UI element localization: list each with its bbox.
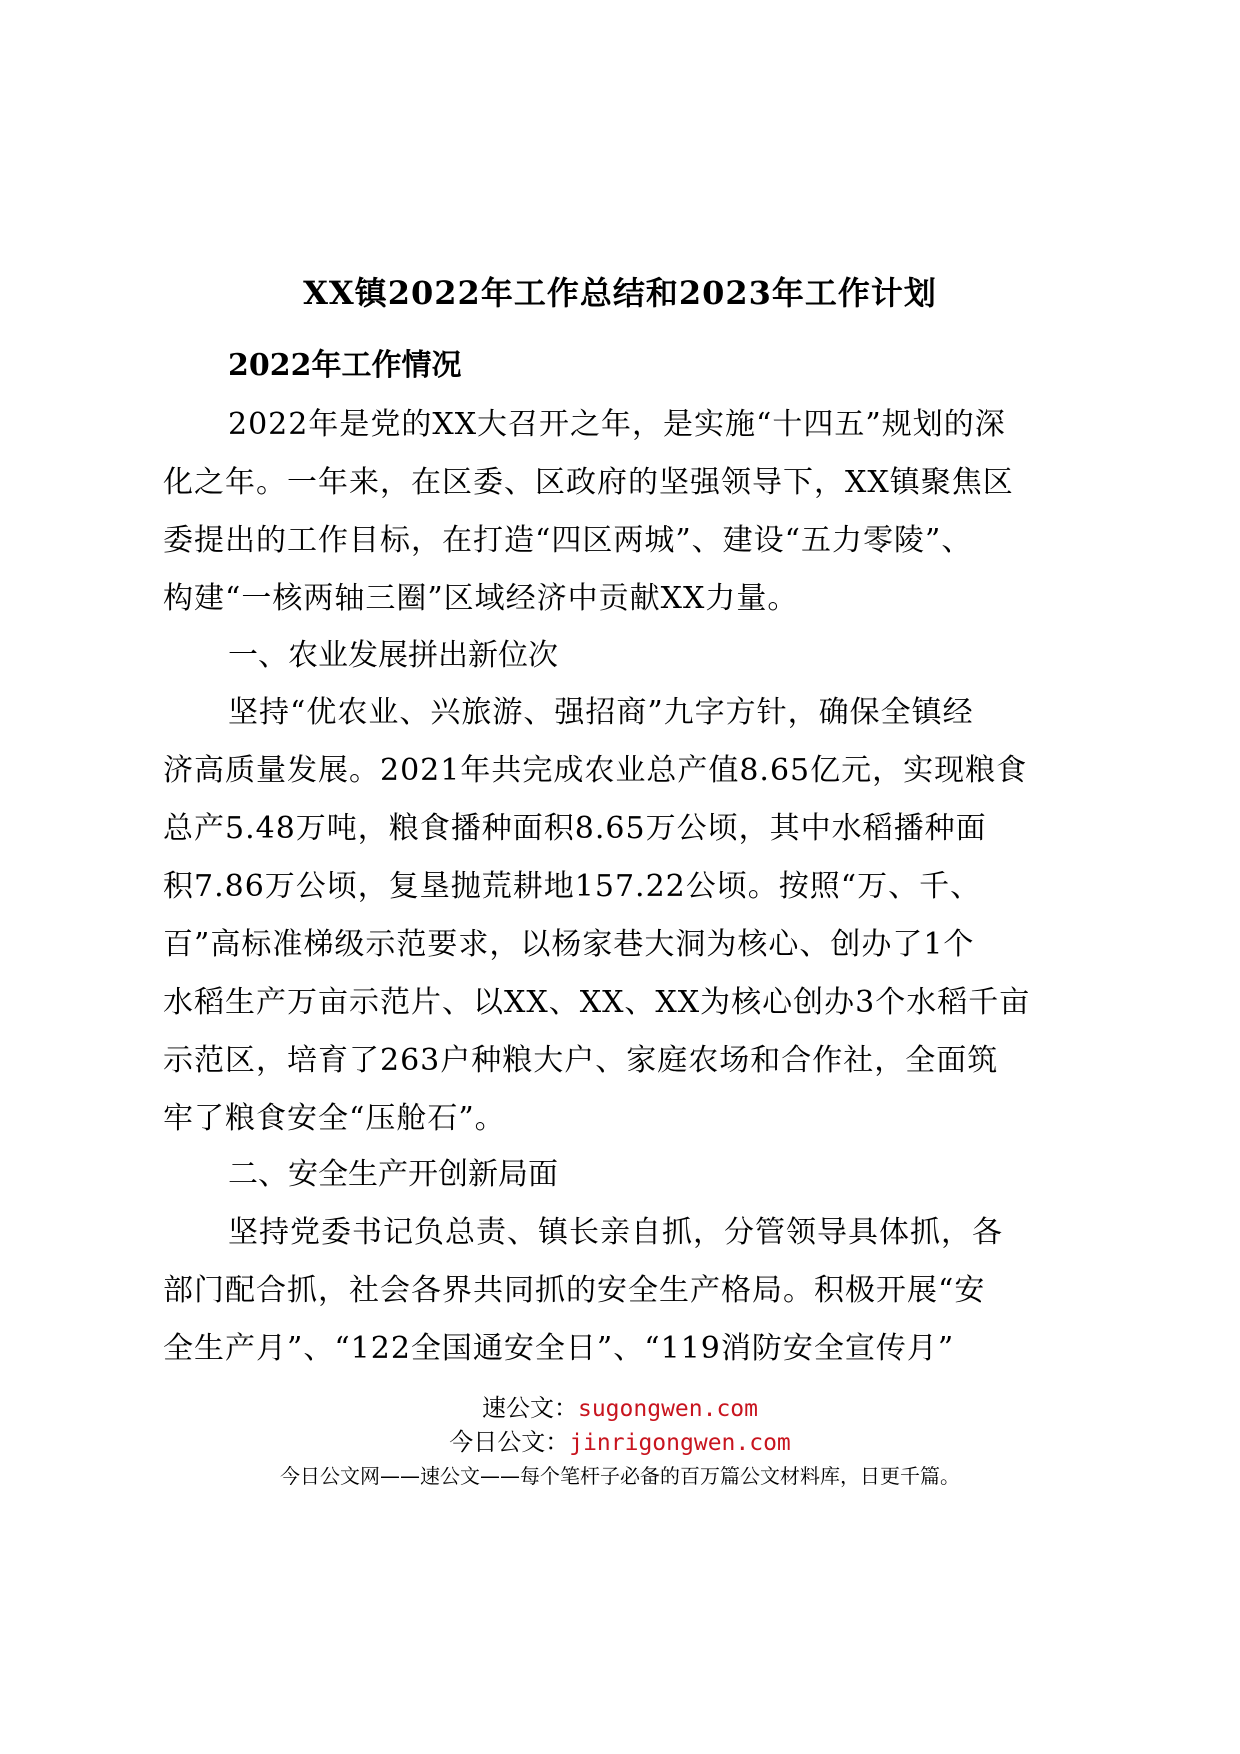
paragraph-line: 总产5.48万吨，粮食播种面积8.65万公顷，其中水稻播种面 [163,811,987,846]
paragraph-line: 示范区，培育了263户种粮大户、家庭农场和合作社，全面筑 [163,1043,999,1078]
footer-line-1 [0,1388,1240,1423]
heading-agriculture: 一、农业发展拼出新位次 [228,638,558,673]
paragraph-line: 部门配合抓，社会各界共同抓的安全生产格局。积极开展“安 [163,1273,986,1308]
paragraph-line: 牢了粮食安全“压舱石”。 [163,1101,506,1136]
heading-safety: 二、安全生产开创新局面 [228,1157,558,1192]
section-heading: 2022年工作情况 [228,348,462,383]
footer-tagline: 今日公文网——速公文——每个笔杆子必备的百万篇公文材料库，日更千篇。 [280,1464,960,1488]
paragraph-line: 坚持“优农业、兴旅游、强招商”九字方针，确保全镇经 [228,695,974,730]
footer-line-2 [0,1422,1240,1457]
paragraph-line: 全生产月”、“122全国通安全日”、“119消防安全宣传月” [163,1331,955,1366]
paragraph-line: 积7.86万公顷，复垦抛荒耕地157.22公顷。按照“万、千、 [163,869,982,904]
paragraph-line: 水稻生产万亩示范片、以XX、XX、XX为核心创办3个水稻千亩 [163,985,1031,1020]
intro-line: 化之年。一年来，在区委、区政府的坚强领导下，XX镇聚焦区 [163,465,1014,500]
intro-line: 构建“一核两轴三圈”区域经济中贡献XX力量。 [163,581,799,616]
intro-line: 2022年是党的XX大召开之年，是实施“十四五”规划的深 [228,407,1006,442]
paragraph-line: 坚持党委书记负总责、镇长亲自抓，分管领导具体抓，各 [228,1215,1003,1250]
footer-label-2: 今日公文： [449,1428,570,1456]
footer-link-sugongwen[interactable]: sugongwen.com [577,1396,758,1422]
intro-line: 委提出的工作目标，在打造“四区两城”、建设“五力零陵”、 [163,523,973,558]
footer-label-1: 速公文： [481,1394,578,1422]
document-title: XX镇2022年工作总结和2023年工作计划 [303,274,937,312]
paragraph-line: 百”高标准梯级示范要求，以杨家巷大洞为核心、创办了1个 [163,927,975,962]
paragraph-line: 济高质量发展。2021年共完成农业总产值8.65亿元，实现粮食 [163,753,1028,788]
footer-link-jinrigongwen[interactable]: jinrigongwen.com [569,1430,791,1456]
